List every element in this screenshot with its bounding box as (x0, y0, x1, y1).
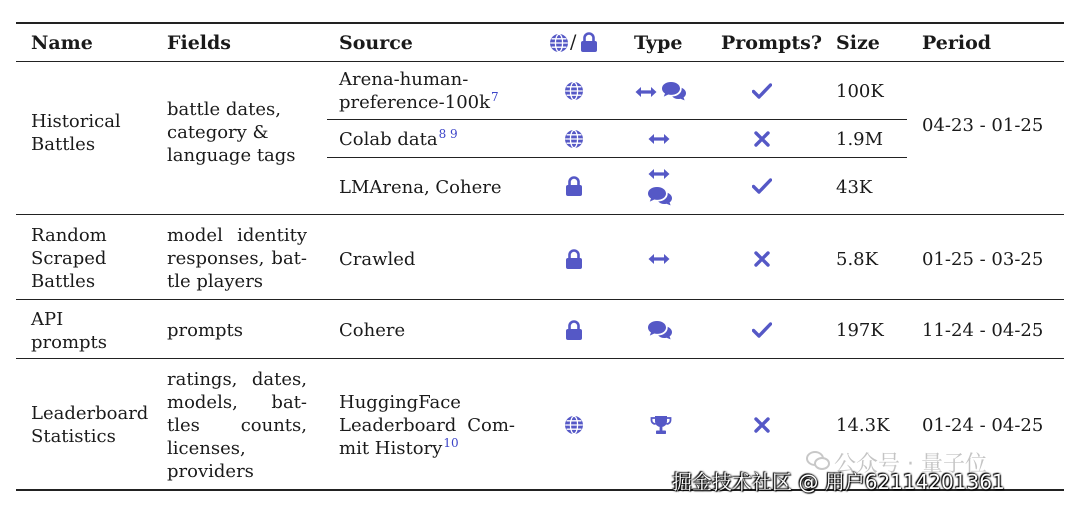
access-separator: / (570, 31, 577, 53)
row-size: 5.8K (836, 249, 879, 270)
row-fields: model identity responses, bat- tle players (167, 225, 307, 292)
row-period: 11-24 - 04-25 (922, 320, 1044, 341)
header-name: Name (31, 32, 93, 54)
check-icon (752, 83, 772, 99)
row-name: Random Scraped Battles (31, 225, 107, 292)
subrow-rule (327, 119, 907, 120)
row-source: Colab data$^{8 9}$ (339, 127, 458, 150)
globe-icon (564, 81, 584, 101)
arrows-icon (648, 133, 670, 145)
row-rule (16, 214, 1064, 215)
header-period: Period (922, 32, 992, 54)
row-fields: prompts (167, 320, 244, 341)
row-source: Arena-human- preference-$100k^7$ (339, 69, 499, 113)
row-name: Leaderboard Statistics (31, 403, 149, 447)
globe-icon (564, 129, 584, 149)
arrows-icon (635, 86, 657, 98)
trophy-icon (650, 415, 672, 435)
row-size: 1.9M (836, 129, 884, 150)
check-icon (752, 322, 772, 338)
footnote-ref[interactable]: 7 (491, 90, 499, 104)
row-size: 197K (836, 320, 884, 341)
row-size: 100K (836, 81, 884, 102)
row-period: 01-25 - 03-25 (922, 249, 1044, 270)
row-rule (16, 299, 1064, 300)
top-rule (16, 22, 1064, 24)
chat-icon (647, 320, 673, 340)
footnote-ref[interactable]: 10 (443, 436, 459, 450)
header-access (549, 32, 601, 54)
check-icon (752, 178, 772, 194)
chat-icon (647, 186, 673, 206)
row-source: Cohere (339, 320, 406, 341)
header-type: Type (634, 32, 683, 54)
chat-icon (661, 81, 687, 101)
header-prompts: Prompts? (721, 32, 822, 54)
cross-icon (754, 417, 770, 433)
globe-icon (564, 415, 584, 435)
row-period: 04-23 - 01-25 (922, 115, 1044, 136)
row-period: 01-24 - 04-25 (922, 415, 1044, 436)
row-source: HuggingFace Leaderboard Com- mit History$^{10}$ (339, 392, 515, 459)
lock-icon (565, 176, 583, 196)
footnote-ref[interactable]: 8 9 (438, 127, 458, 141)
header-fields: Fields (167, 32, 231, 54)
cross-icon (754, 251, 770, 267)
header-source: Source (339, 32, 413, 54)
row-name: API prompts (31, 309, 108, 353)
header-rule (16, 61, 1064, 62)
row-size: 43K (836, 177, 873, 198)
arrows-icon (648, 168, 670, 180)
subrow-rule (327, 157, 907, 158)
arrows-icon (648, 253, 670, 265)
row-source: Crawled (339, 249, 416, 270)
row-fields: battle dates, category & language tags (167, 99, 296, 166)
lock-icon (565, 249, 583, 269)
juejin-watermark: 掘金技术社区 @ 用户62114201361 (672, 470, 1005, 494)
lock-icon (565, 320, 583, 340)
row-size: 14.3K (836, 415, 890, 436)
cross-icon (754, 131, 770, 147)
row-name: Historical Battles (31, 111, 121, 155)
globe-icon (549, 33, 569, 53)
row-rule (16, 358, 1064, 359)
row-fields: ratings, dates, models, bat- tles counts, licenses, providers (167, 369, 307, 482)
header-size: Size (836, 32, 880, 54)
lock-icon (580, 32, 598, 52)
row-source: LMArena, Cohere (339, 177, 502, 198)
